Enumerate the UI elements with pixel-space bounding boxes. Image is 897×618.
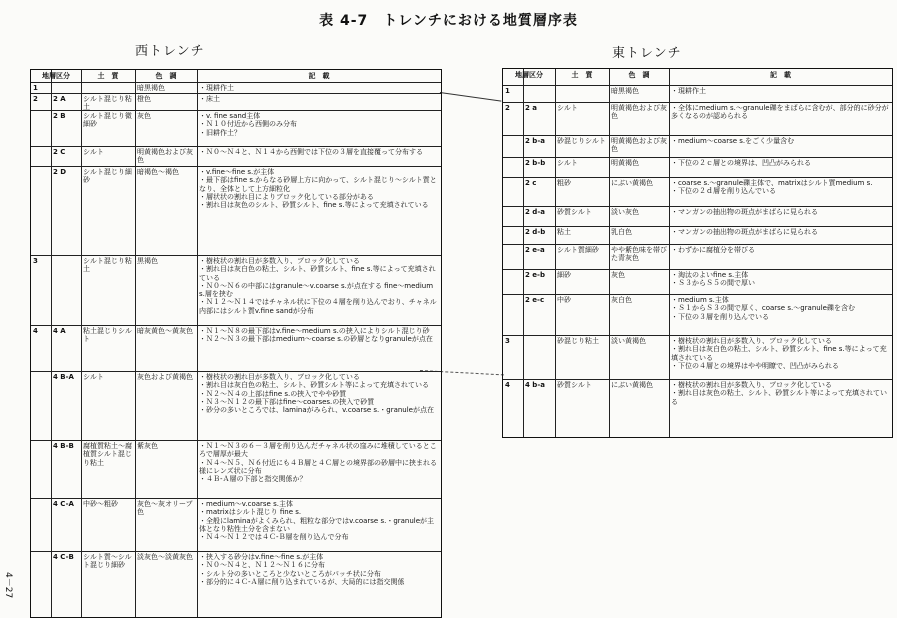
- zone-cell: [503, 136, 523, 158]
- table-row: [503, 157, 892, 178]
- subzone-cell: 2 e-b: [525, 271, 545, 279]
- zone-cell: [31, 372, 51, 441]
- east-trench-table: [502, 68, 893, 438]
- zone-cell: 4: [505, 381, 510, 389]
- color-cell: 明黄褐色および灰色: [137, 148, 193, 165]
- subzone-cell: [523, 336, 555, 380]
- soil-cell: 砂混じり粘土: [557, 337, 599, 345]
- table-row: [503, 135, 892, 158]
- color-cell: 暗黒褐色: [137, 84, 165, 92]
- soil-cell: シルト混じり微細砂: [83, 112, 132, 129]
- table-row: [31, 325, 441, 372]
- zone-cell: 1: [505, 87, 510, 95]
- east-trench-title: 東トレンチ: [612, 46, 682, 61]
- subzone-cell: 2 A: [53, 95, 66, 103]
- description-cell: ・わずかに腐植分を帯びる: [671, 246, 755, 254]
- table-row: [31, 498, 441, 552]
- table-row: [503, 269, 892, 295]
- soil-cell: 粘土混じりシルト: [83, 327, 132, 344]
- subzone-cell: 4 b-a: [525, 381, 545, 389]
- table-row: [503, 102, 892, 136]
- table-row: [31, 166, 441, 256]
- header-zone: 地層区分: [42, 72, 70, 80]
- soil-cell: シルト混じり粘土: [83, 95, 132, 111]
- soil-cell: 細砂: [557, 271, 571, 279]
- subzone-cell: 2 C: [53, 148, 66, 156]
- zone-cell: [503, 270, 523, 295]
- description-cell: ・coarse s.～granule礫主体で、matrixはシルト質medium s. ・下位の２ｄ層を削り込んでいる: [671, 179, 873, 196]
- soil-cell: シルト: [557, 104, 578, 112]
- table-row: [31, 110, 441, 147]
- color-cell: 灰色および黄褐色: [137, 373, 193, 381]
- zone-cell: [31, 552, 51, 618]
- description-cell: ・床土: [199, 95, 220, 103]
- zone-cell: 3: [505, 337, 510, 345]
- color-cell: 乳白色: [611, 228, 632, 236]
- zone-cell: [503, 207, 523, 227]
- color-cell: 暗褐色～褐色: [137, 168, 179, 176]
- description-cell: ・現耕作土: [199, 84, 234, 92]
- description-cell: ・v. fine sand主体 ・Ｎ１０付近から西側のみ分布 ・旧耕作土？: [199, 112, 297, 137]
- soil-cell: 中砂～粗砂: [83, 500, 118, 508]
- description-cell: ・淘汰のよいfine s.主体 ・Ｓ３からＳ５の間で厚い: [671, 271, 755, 288]
- west-trench-title: 西トレンチ: [135, 44, 205, 59]
- subzone-cell: 2 B: [53, 112, 66, 120]
- header-soil: 土 質: [571, 71, 593, 79]
- connector-line: [440, 92, 502, 102]
- soil-cell: シルト質～シルト混じり細砂: [83, 553, 132, 570]
- color-cell: にぶい黄褐色: [611, 381, 653, 389]
- description-cell: ・樹枝状の割れ目が多数入り、ブロック化している ・割れ目は灰色の粘土、シルト、砂質シルト等によって充填されている: [671, 381, 888, 405]
- table-row: [503, 177, 892, 207]
- table-row: [31, 371, 441, 441]
- subzone-cell: 4 B-B: [53, 442, 74, 450]
- zone-cell: [31, 499, 51, 552]
- color-cell: 明黄褐色および灰色: [611, 104, 667, 121]
- soil-cell: シルト混じり粘土: [83, 257, 132, 274]
- zone-cell: [31, 147, 51, 167]
- zone-cell: [503, 178, 523, 207]
- soil-cell: 腐植質粘土～腐植質シルト混じり粘土: [83, 442, 132, 467]
- zone-cell: [31, 441, 51, 499]
- description-cell: ・Ｎ１～Ｎ８の最下部はv.fine～medium s.の挟入によりシルト混じり砂 ・Ｎ２～Ｎ３の最下部はmedium～coarse s.の砂層となりgranuleが点在: [199, 327, 433, 344]
- subzone-cell: 4 A: [53, 327, 66, 335]
- color-cell: やや紫色味を帯びた青灰色: [611, 246, 667, 263]
- subzone-cell: 2 c: [525, 179, 537, 187]
- description-cell: ・挟入する砂分はv.fine～fine s.が主体 ・Ｎ０～Ｎ４と、Ｎ１２～Ｎ１６に分布 ・シルト分の多いところと少ないところがパッチ状に分布 ・部分的に４Ｃ-Ａ層に削り込まれているが、大局的には指交関係: [199, 553, 405, 586]
- zone-cell: [503, 158, 523, 178]
- page-number: 4－27: [3, 572, 13, 599]
- color-cell: にぶい黄褐色: [611, 179, 653, 187]
- header-color: 色 調: [628, 71, 650, 79]
- soil-cell: 砂質シルト: [557, 208, 592, 216]
- description-cell: ・Ｎ１～Ｎ３の６－３層を削り込んだチャネル状の窪みに堆積しているところで層厚が最大 ・Ｎ４～Ｎ５、Ｎ６付近にも４Ｂ層と４Ｃ層との境界部の砂層中に挟まれる様にレンズ状に分布 ・４Ｂ-Ａ層の下部と指交関係か？: [199, 442, 437, 484]
- color-cell: 紫灰色: [137, 442, 158, 450]
- description-cell: ・medium s.主体 ・Ｓ１からＳ３の間で厚く、coarse s.～granule礫を含む ・下位の３層を削り込んでいる: [671, 296, 855, 321]
- description-cell: ・全体にmedium s.～granule礫をまばらに含むが、部分的に砂分が多くなるのが認められる: [671, 104, 889, 121]
- page-title: 表 4-7 トレンチにおける地質層序表: [319, 13, 578, 29]
- description-cell: ・樹枝状の割れ目が多数入り、ブロック化している ・割れ目は灰白色の粘土、シルト、砂質シルト、fine s.等によって充填されている ・Ｎ０～Ｎ６の中部にはgranule～v.coarse s.が点在する fine～medium s.層を挟む ・Ｎ１２～Ｎ１４ではチャネル状に下位の４層を削り込んでおり、チャネル内部にはシルト質v.fine sandが分布: [199, 257, 437, 315]
- table-row: [503, 226, 892, 245]
- soil-cell: 粗砂: [557, 179, 571, 187]
- subzone-cell: 2 d-b: [525, 228, 546, 236]
- description-cell: ・樹枝状の割れ目が多数入り、ブロック化している ・割れ目は灰白色の粘土、シルト、砂質シルト等によって充填されている ・Ｎ２～Ｎ４の上部はfine s.の挟入でやや砂質 ・Ｎ３～Ｎ１２の最下部はfine～coarses.の挟入で砂質 ・砂分の多いところでは、laminaがみられ、v.coarse s.・granuleが点在: [199, 373, 434, 415]
- zone-cell: [503, 295, 523, 336]
- zone-cell: 4: [33, 327, 38, 335]
- subzone-cell: 2 a: [525, 104, 538, 112]
- west-trench-table: [30, 69, 442, 618]
- table-row: [503, 294, 892, 336]
- description-cell: ・Ｎ０～Ｎ４と、Ｎ１４から西側では下位の３層を直接覆って分布する: [199, 148, 423, 156]
- subzone-cell: 2 b-b: [525, 159, 546, 167]
- subzone-cell: [523, 86, 555, 103]
- color-cell: 明黄褐色および灰色: [611, 137, 667, 154]
- table-row: [503, 85, 892, 103]
- soil-cell: シルト混じり細砂: [83, 168, 132, 185]
- color-cell: 淡い灰色: [611, 208, 639, 216]
- subzone-cell: 2 e-c: [525, 296, 545, 304]
- header-description: 記 載: [770, 71, 791, 79]
- subzone-cell: 4 C-A: [53, 500, 74, 508]
- soil-cell: 中砂: [557, 296, 571, 304]
- color-cell: 黒褐色: [137, 257, 158, 265]
- soil-cell: シルト: [83, 148, 104, 156]
- table-row: [31, 93, 441, 111]
- zone-cell: 1: [33, 84, 38, 92]
- soil-cell: 砂質シルト: [557, 381, 592, 389]
- description-cell: ・樹枝状の割れ目が多数入り、ブロック化している ・割れ目は灰白色の粘土、シルト、砂質シルト、fine s.等によって充填されている ・下位の４層との境界はやや明瞭で、凹凸がみられる: [671, 337, 887, 370]
- soil-cell: シルト: [557, 159, 578, 167]
- color-cell: 明黄褐色: [611, 159, 639, 167]
- description-cell: ・現耕作土: [671, 87, 706, 95]
- header-soil: 土 質: [97, 72, 119, 80]
- zone-cell: 2: [505, 104, 510, 112]
- zone-cell: [503, 245, 523, 270]
- description-cell: ・v.fine～fine s.が主体 ・最下部はfine s.からなる砂層上方に向かって、シルト混じり～シルト質となり、全体として上方細粒化 ・層状状の割れ目によりブロック化している部分がある ・割れ目は灰色のシルト、砂質シルト、fine s.等によって充填されている: [199, 168, 437, 210]
- subzone-cell: [51, 256, 81, 326]
- description-cell: ・medium～v.coarse s.主体 ・matrixはシルト混じり fine s. ・全般にlaminaがよくみられ、粗粒な部分ではv.coarse s.・granuleが主体となり粘性土分を含まない ・Ｎ４～Ｎ１２では４Ｃ-Ｂ層を削り込んで分布: [199, 500, 435, 542]
- description-cell: ・マンガンの抽出物の斑点がまばらに見られる: [671, 228, 818, 236]
- subzone-cell: 2 b-a: [525, 137, 545, 145]
- color-cell: 灰色: [611, 271, 625, 279]
- table-row: [503, 244, 892, 270]
- color-cell: 暗灰黄色～黄灰色: [137, 327, 193, 335]
- soil-cell: シルト質細砂: [557, 246, 599, 254]
- description-cell: ・マンガンの抽出物の斑点がまばらに見られる: [671, 208, 818, 216]
- header-description: 記 載: [308, 72, 330, 80]
- description-cell: ・下位の２ｃ層との境界は、凹凸がみられる: [671, 159, 811, 167]
- soil-cell: [555, 86, 609, 103]
- color-cell: 暗黒褐色: [611, 87, 639, 95]
- subzone-cell: 2 e-a: [525, 246, 545, 254]
- table-row: [503, 335, 892, 380]
- header-color: 色 調: [155, 72, 177, 80]
- subzone-cell: 4 B-A: [53, 373, 74, 381]
- table-row: [31, 255, 441, 326]
- soil-cell: シルト: [83, 373, 104, 381]
- soil-cell: 砂混じりシルト: [557, 137, 606, 145]
- subzone-cell: 2 d-a: [525, 208, 545, 216]
- zone-cell: [31, 111, 51, 147]
- header-zone: 地層区分: [515, 71, 543, 79]
- zone-cell: [31, 167, 51, 256]
- table-row: [503, 206, 892, 227]
- color-cell: 灰色～灰オリーブ色: [137, 500, 193, 517]
- description-cell: ・medium～coarse s.をごく少量含む: [671, 137, 795, 145]
- table-row: [31, 146, 441, 167]
- subzone-cell: 4 C-B: [53, 553, 74, 561]
- color-cell: 灰白色: [611, 296, 632, 304]
- table-row: [31, 440, 441, 499]
- color-cell: 淡い黄褐色: [611, 337, 646, 345]
- table-row: [503, 379, 892, 405]
- zone-cell: [503, 227, 523, 245]
- subzone-cell: 2 D: [53, 168, 67, 176]
- color-cell: 淡灰色～淡黄灰色: [137, 553, 193, 561]
- table-row: [31, 551, 441, 618]
- color-cell: 橙色: [137, 95, 151, 103]
- zone-cell: 2: [33, 95, 38, 103]
- soil-cell: 粘土: [557, 228, 571, 236]
- table-header: [31, 70, 441, 82]
- table-header: [503, 69, 892, 85]
- zone-cell: 3: [33, 257, 38, 265]
- color-cell: 灰色: [137, 112, 151, 120]
